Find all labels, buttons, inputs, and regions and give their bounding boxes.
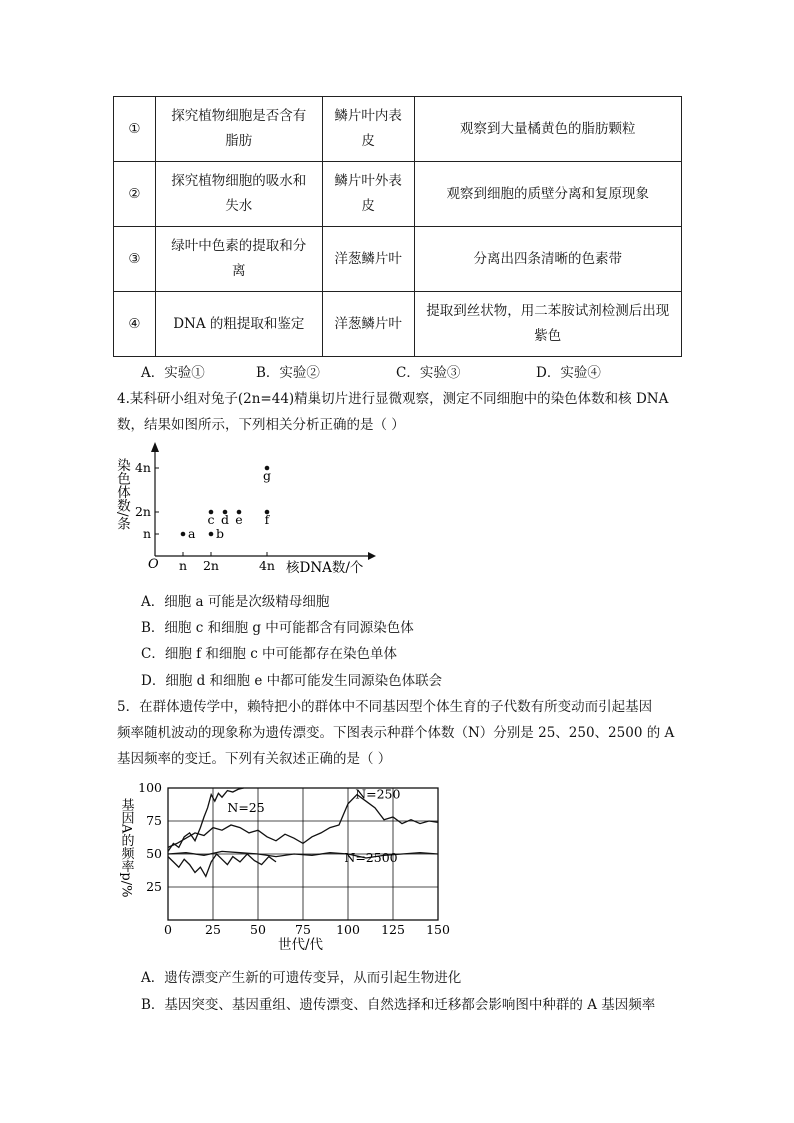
y-tick-label: 100 [138, 780, 162, 795]
result-cell-text: 观察到细胞的质壁分离和复原现象 [446, 185, 649, 202]
material-cell [322, 292, 414, 357]
experiment-cell-text: 探究植物细胞是否含有 [171, 108, 307, 124]
series-label: N=25 [227, 799, 265, 815]
q3-option-a: A．实验① [141, 365, 205, 381]
result-cell-text: 提取到丝状物，用二苯胺试剂检测后出现 [426, 303, 670, 319]
num-cell-text: ③ [128, 250, 141, 267]
x-axis-label: 核DNA数/个 [286, 560, 364, 576]
material-cell-text: 皮 [361, 198, 375, 214]
material-cell-text: 鳞片叶外表 [334, 173, 402, 189]
experiment-cell-text: DNA 的粗提取和鉴定 [173, 315, 305, 332]
x-tick-label: 0 [164, 922, 172, 937]
table-row [114, 292, 682, 357]
x-tick-label: 100 [336, 922, 360, 937]
material-cell [322, 227, 414, 292]
num-cell [114, 162, 156, 227]
result-cell [414, 97, 682, 162]
x-tick-label: 4n [258, 558, 276, 573]
experiment-cell [155, 292, 322, 357]
table-row [114, 227, 682, 292]
material-cell-text: 洋葱鳞片叶 [334, 315, 402, 332]
x-tick-label: 50 [250, 922, 266, 937]
table-row [114, 97, 682, 162]
num-cell-text: ① [128, 120, 141, 137]
num-cell-text: ④ [128, 315, 141, 332]
y-axis-label: 基因A的频率p/% [118, 798, 134, 898]
point-label-d: d [220, 512, 230, 527]
y-axis-arrow [151, 442, 159, 452]
x-tick-label: 25 [205, 922, 221, 937]
q4-option-c: C．细胞 f 和细胞 c 中可能都存在染色单体 [141, 646, 398, 662]
experiment-cell [155, 227, 322, 292]
point-label-e: e [235, 512, 243, 527]
y-tick-label: 50 [146, 846, 162, 861]
result-cell-text: 观察到大量橘黄色的脂肪颗粒 [460, 120, 636, 137]
x-tick-label: 2n [202, 558, 220, 573]
experiment-table [113, 96, 682, 357]
y-tick-label: n [142, 526, 151, 541]
chromosome-dna-scatter-chart [110, 440, 380, 580]
experiment-cell-text: 失水 [225, 198, 253, 214]
experiment-cell-text: 离 [232, 263, 246, 279]
point-label-b: b [216, 526, 225, 541]
q3-option-c: C．实验③ [396, 365, 461, 381]
q4-option-a: A．细胞 a 可能是次级精母细胞 [141, 594, 330, 610]
experiment-cell [155, 97, 322, 162]
table-row [114, 162, 682, 227]
point-label-f: f [264, 512, 270, 527]
series-line-1 [168, 854, 276, 876]
point-a [181, 532, 186, 537]
q4-stem-line2: 数，结果如图所示，下列相关分析正确的是（ ） [117, 417, 405, 433]
y-tick-label: 2n [134, 504, 151, 519]
q3-option-b: B．实验② [256, 365, 320, 381]
gene-frequency-line-chart [118, 776, 458, 956]
q3-option-d: D．实验④ [536, 365, 601, 381]
point-b [209, 532, 214, 537]
q4-stem-line1: 4.某科研小组对兔子(2n=44)精巢切片进行显微观察，测定不同细胞中的染色体数和核 DNA [117, 391, 669, 407]
q5-stem-line2: 频率随机波动的现象称为遗传漂变。下图表示种群个体数（N）分别是 25、250、2500 的 A [117, 725, 675, 741]
x-tick-label: n [178, 558, 188, 573]
x-axis-label: 世代/代 [278, 937, 324, 953]
point-label-g: g [262, 468, 272, 483]
experiment-cell [155, 162, 322, 227]
x-tick-label: 150 [426, 922, 450, 937]
num-cell-text: ② [128, 185, 141, 202]
result-cell [414, 162, 682, 227]
experiment-cell-text: 绿叶中色素的提取和分 [171, 238, 307, 254]
q5-stem-line3: 基因频率的变迁。下列有关叙述正确的是（ ） [117, 751, 392, 767]
series-label: N=2500 [344, 849, 398, 865]
origin-label: O [148, 557, 159, 572]
x-tick-label: 125 [381, 922, 405, 937]
x-tick-label: 75 [295, 922, 311, 937]
q5-option-a: A．遗传漂变产生新的可遗传变异，从而引起生物进化 [141, 970, 462, 986]
q5-stem-line1: 5．在群体遗传学中，赖特把小的群体中不同基因型个体生育的子代数有所变动而引起基因 [117, 699, 653, 715]
result-cell [414, 292, 682, 357]
num-cell [114, 227, 156, 292]
y-tick-label: 25 [146, 879, 162, 894]
material-cell [322, 162, 414, 227]
material-cell-text: 皮 [361, 133, 375, 149]
series-label: N=250 [355, 786, 401, 802]
experiment-cell-text: 探究植物细胞的吸水和 [171, 173, 307, 189]
scatter-axes [151, 442, 376, 560]
q4-option-d: D．细胞 d 和细胞 e 中都可能发生同源染色体联会 [141, 673, 443, 689]
y-tick-label: 75 [146, 813, 162, 828]
result-cell-text: 分离出四条清晰的色素带 [473, 250, 622, 267]
x-axis-arrow [368, 552, 376, 560]
y-axis-label: 染色体数/条 [114, 458, 130, 531]
result-cell-text: 紫色 [534, 328, 562, 344]
y-tick-label: 4n [134, 460, 151, 475]
num-cell [114, 292, 156, 357]
point-label-a: a [188, 526, 196, 541]
material-cell-text: 洋葱鳞片叶 [334, 250, 402, 267]
experiment-cell-text: 脂肪 [225, 133, 253, 149]
point-label-c: c [207, 512, 215, 527]
q4-option-b: B．细胞 c 和细胞 g 中可能都含有同源染色体 [141, 620, 414, 636]
material-cell-text: 鳞片叶内表 [334, 108, 402, 124]
result-cell [414, 227, 682, 292]
material-cell [322, 97, 414, 162]
num-cell [114, 97, 156, 162]
q5-option-b: B．基因突变、基因重组、遗传漂变、自然选择和迁移都会影响图中种群的 A 基因频率 [141, 997, 656, 1013]
